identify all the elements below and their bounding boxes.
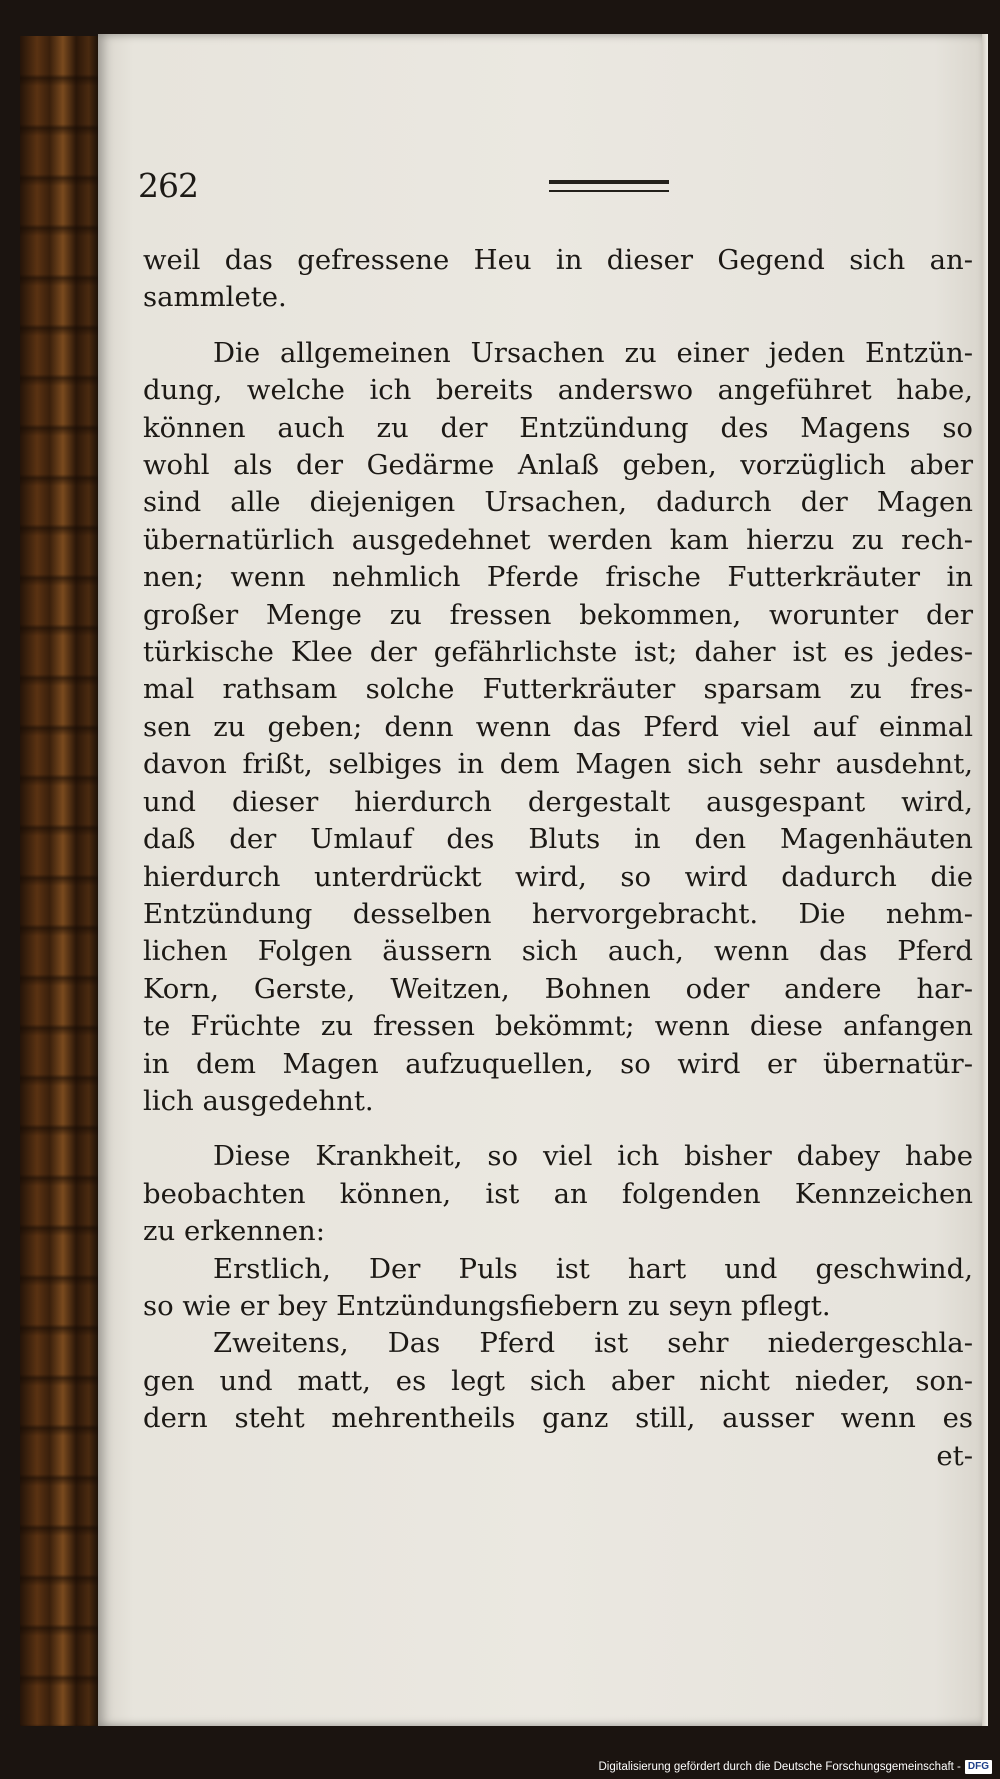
text-line: davon frißt, selbiges in dem Magen sich sehr ausdehnt, <box>143 748 973 781</box>
text-line: hierdurch unterdrückt wird, so wird dadurch die <box>143 860 973 893</box>
text-line: türkische Klee der gefährlichste ist; daher ist es jedes- <box>143 636 973 669</box>
text-line: großer Menge zu fressen bekommen, worunter der <box>143 598 973 631</box>
text-line: Die allgemeinen Ursachen zu einer jeden Entzün- <box>213 336 973 369</box>
text-line: Korn, Gerste, Weitzen, Bohnen oder andere har- <box>143 972 973 1005</box>
text-line: Entzündung desselben hervorgebracht. Die nehm- <box>143 897 973 930</box>
text-line: daß der Umlauf des Bluts in den Magenhäuten <box>143 823 973 856</box>
text-line: weil das gefressene Heu in dieser Gegend sich an- <box>143 244 973 276</box>
text-line: lichen Folgen äussern sich auch, wenn das Pferd <box>143 935 973 968</box>
book-binding-edge <box>20 36 98 1726</box>
digitization-credit <box>598 1757 992 1777</box>
binding-texture <box>20 36 98 1726</box>
text-line: nen; wenn nehmlich Pferde frische Futterkräuter in <box>143 561 973 594</box>
text-line: wohl als der Gedärme Anlaß geben, vorzüglich aber <box>143 449 973 482</box>
text-line: und dieser hierdurch dergestalt ausgespant wird, <box>143 785 973 818</box>
page-number: 262 <box>138 166 198 205</box>
text-line: Zweitens, Das Pferd ist sehr niedergeschla- <box>213 1327 973 1360</box>
text-line: so wie er bey Entzündungsfiebern zu seyn pflegt. <box>143 1289 831 1322</box>
text-line: gen und matt, es legt sich aber nicht nieder, son- <box>143 1364 973 1397</box>
page-right-edge <box>982 34 988 1726</box>
text-line: dung, welche ich bereits anderswo angeführet habe, <box>143 374 973 407</box>
dfg-logo: DFG <box>965 1760 992 1774</box>
text-line: sind alle diejenigen Ursachen, dadurch der Magen <box>143 486 973 519</box>
text-line: können auch zu der Entzündung des Magens so <box>143 411 973 444</box>
credit-text: Digitalisierung gefördert durch die Deutsche Forschungsgemeinschaft - <box>598 1761 961 1773</box>
text-line: zu erkennen: <box>143 1215 325 1248</box>
text-line: Diese Krankheit, so viel ich bisher dabey habe <box>213 1140 973 1173</box>
text-line: Erstlich, Der Puls ist hart und geschwind, <box>213 1252 973 1285</box>
body-text <box>143 242 973 1475</box>
text-line: te Früchte zu fressen bekömmt; wenn diese anfangen <box>143 1010 973 1043</box>
text-line: sammlete. <box>143 281 287 314</box>
text-line: beobachten können, ist an folgenden Kennzeichen <box>143 1177 973 1210</box>
text-line: dern steht mehrentheils ganz still, ausser wenn es <box>143 1402 973 1435</box>
text-line: mal rathsam solche Futterkräuter sparsam zu fres- <box>143 673 973 706</box>
text-line: in dem Magen aufzuquellen, so wird er übernatür- <box>143 1047 973 1080</box>
text-line: übernatürlich ausgedehnet werden kam hierzu zu rech- <box>143 523 973 556</box>
text-line: lich ausgedehnt. <box>143 1084 374 1117</box>
text-line: sen zu geben; denn wenn das Pferd viel auf einmal <box>143 710 973 743</box>
catchword: et- <box>936 1439 973 1472</box>
header-rule <box>549 180 669 192</box>
